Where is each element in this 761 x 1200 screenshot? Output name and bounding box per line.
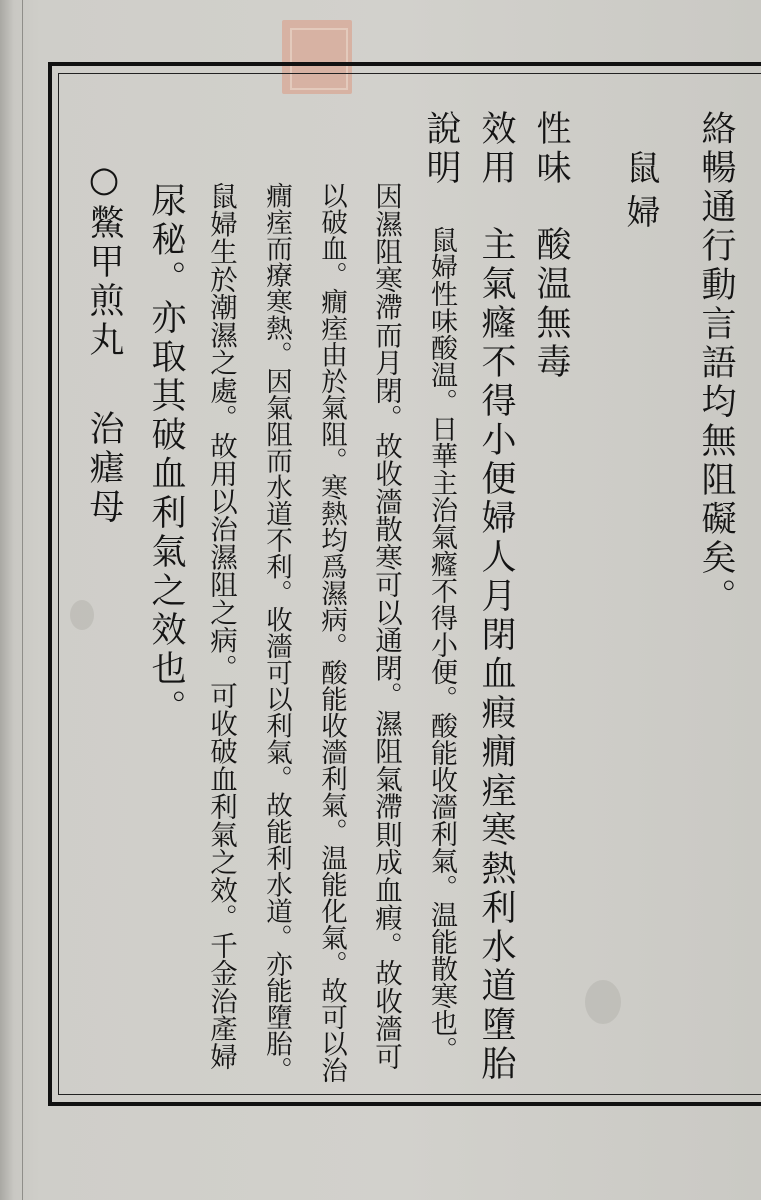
- explanation-line-2: 因濕阻寒滯而月閉。故收濇散寒可以通閉。濕阻氣滯則成血瘕。故收濇可: [370, 182, 402, 1070]
- explanation-line-3: 以破血。癇痓由於氣阻。寒熱均爲濕病。酸能收濇利氣。温能化氣。故可以治: [316, 182, 347, 1083]
- explanation-line-1: 鼠婦性味酸温。日華主治氣癃不得小便。酸能收濇利氣。温能散寒也。: [426, 226, 457, 1063]
- label-explanation: 說明: [421, 110, 461, 188]
- label-efficacy: 效用: [476, 110, 516, 188]
- label-properties: 性味: [531, 110, 571, 188]
- efficacy-value: 主氣癃不得小便婦人月閉血瘕癇痓寒熱利水道墮胎: [476, 226, 516, 1084]
- page-spine-edge: [22, 0, 23, 1200]
- properties-value: 酸温無毒: [531, 226, 571, 382]
- next-entry-indication: 治瘧母: [84, 410, 124, 527]
- entry-title: 鼠婦: [620, 150, 660, 238]
- explanation-line-6: 尿秘。亦取其破血利氣之效也。: [146, 182, 186, 728]
- explanation-line-5: 鼠婦生於潮濕之處。故用以治濕阻之病。可收破血利氣之效。千金治產婦: [205, 182, 237, 1070]
- next-entry-title: ○鱉甲煎丸: [84, 160, 124, 360]
- text-column-1: 絡暢通行動言語均無阻礙矣。: [696, 110, 736, 617]
- explanation-line-4: 癇痓而療寒熱。因氣阻而水道不利。收濇可以利氣。故能利水道。亦能墮胎。: [261, 182, 292, 1083]
